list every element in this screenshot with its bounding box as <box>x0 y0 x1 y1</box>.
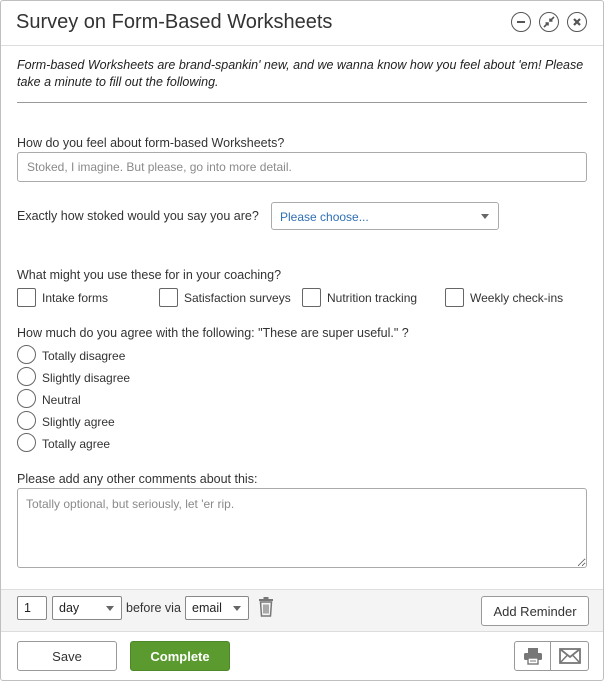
radio-totally-disagree[interactable] <box>17 345 36 364</box>
stoked-select-value: Please choose... <box>280 210 369 224</box>
trash-icon <box>257 596 275 618</box>
checkbox-label: Weekly check-ins <box>470 291 564 305</box>
radio-label: Slightly agree <box>42 415 115 429</box>
print-button[interactable] <box>514 641 551 671</box>
chevron-down-icon <box>233 606 241 611</box>
reminder-amount-value: 1 <box>24 601 31 615</box>
stoked-select[interactable] <box>271 202 499 230</box>
checkbox-nutrition-tracking[interactable] <box>302 288 321 307</box>
radio-label: Neutral <box>42 393 81 407</box>
reminder-unit-select[interactable] <box>52 596 122 620</box>
radio-label: Totally disagree <box>42 349 126 363</box>
email-button[interactable] <box>550 641 589 671</box>
reminder-unit-value: day <box>59 601 80 615</box>
save-button[interactable]: Save <box>17 641 117 671</box>
chevron-down-icon <box>481 214 489 219</box>
q3-label: What might you use these for in your coaching? <box>17 268 282 282</box>
close-icon <box>572 17 582 27</box>
q2-label: Exactly how stoked would you say you are? <box>17 209 259 223</box>
radio-label: Slightly disagree <box>42 371 131 385</box>
reminder-bar <box>1 589 603 632</box>
checkbox-intake-forms[interactable] <box>17 288 36 307</box>
reminder-channel-value: email <box>192 601 222 615</box>
divider <box>17 102 587 103</box>
envelope-icon <box>559 648 581 664</box>
close-button[interactable] <box>567 12 587 32</box>
complete-button[interactable]: Complete <box>130 641 230 671</box>
q5-label: Please add any other comments about this: <box>17 472 258 486</box>
print-icon <box>523 647 543 665</box>
before-via-label: before via <box>126 601 181 615</box>
minimize-button[interactable] <box>511 12 531 32</box>
checkbox-label: Nutrition tracking <box>327 291 418 305</box>
checkbox-weekly-check-ins[interactable] <box>445 288 464 307</box>
q4-label: How much do you agree with the following: "These are super useful." ? <box>17 326 409 340</box>
radio-slightly-disagree[interactable] <box>17 367 36 386</box>
intro-text: Form-based Worksheets are brand-spankin' new, and we wanna know how you feel about 'em! Please take a minute to fill out the following. <box>17 58 584 89</box>
feel-about-input[interactable] <box>17 152 587 182</box>
minus-icon <box>516 17 526 27</box>
reminder-amount-input[interactable] <box>17 596 47 620</box>
delete-reminder-button[interactable] <box>257 596 275 618</box>
checkbox-label: Intake forms <box>42 291 109 305</box>
compress-icon <box>543 16 555 28</box>
dialog-titlebar <box>1 1 603 46</box>
checkbox-satisfaction-surveys[interactable] <box>159 288 178 307</box>
reminder-channel-select[interactable] <box>185 596 249 620</box>
radio-totally-agree[interactable] <box>17 433 36 452</box>
checkbox-label: Satisfaction surveys <box>184 291 291 305</box>
comments-textarea[interactable] <box>17 488 587 568</box>
collapse-button[interactable] <box>539 12 559 32</box>
radio-neutral[interactable] <box>17 389 36 408</box>
dialog-title: Survey on Form-Based Worksheets <box>16 11 333 33</box>
radio-label: Totally agree <box>42 437 111 451</box>
add-reminder-button[interactable]: Add Reminder <box>481 596 589 626</box>
q1-label: How do you feel about form-based Worksheets? <box>17 136 285 150</box>
chevron-down-icon <box>106 606 114 611</box>
radio-slightly-agree[interactable] <box>17 411 36 430</box>
